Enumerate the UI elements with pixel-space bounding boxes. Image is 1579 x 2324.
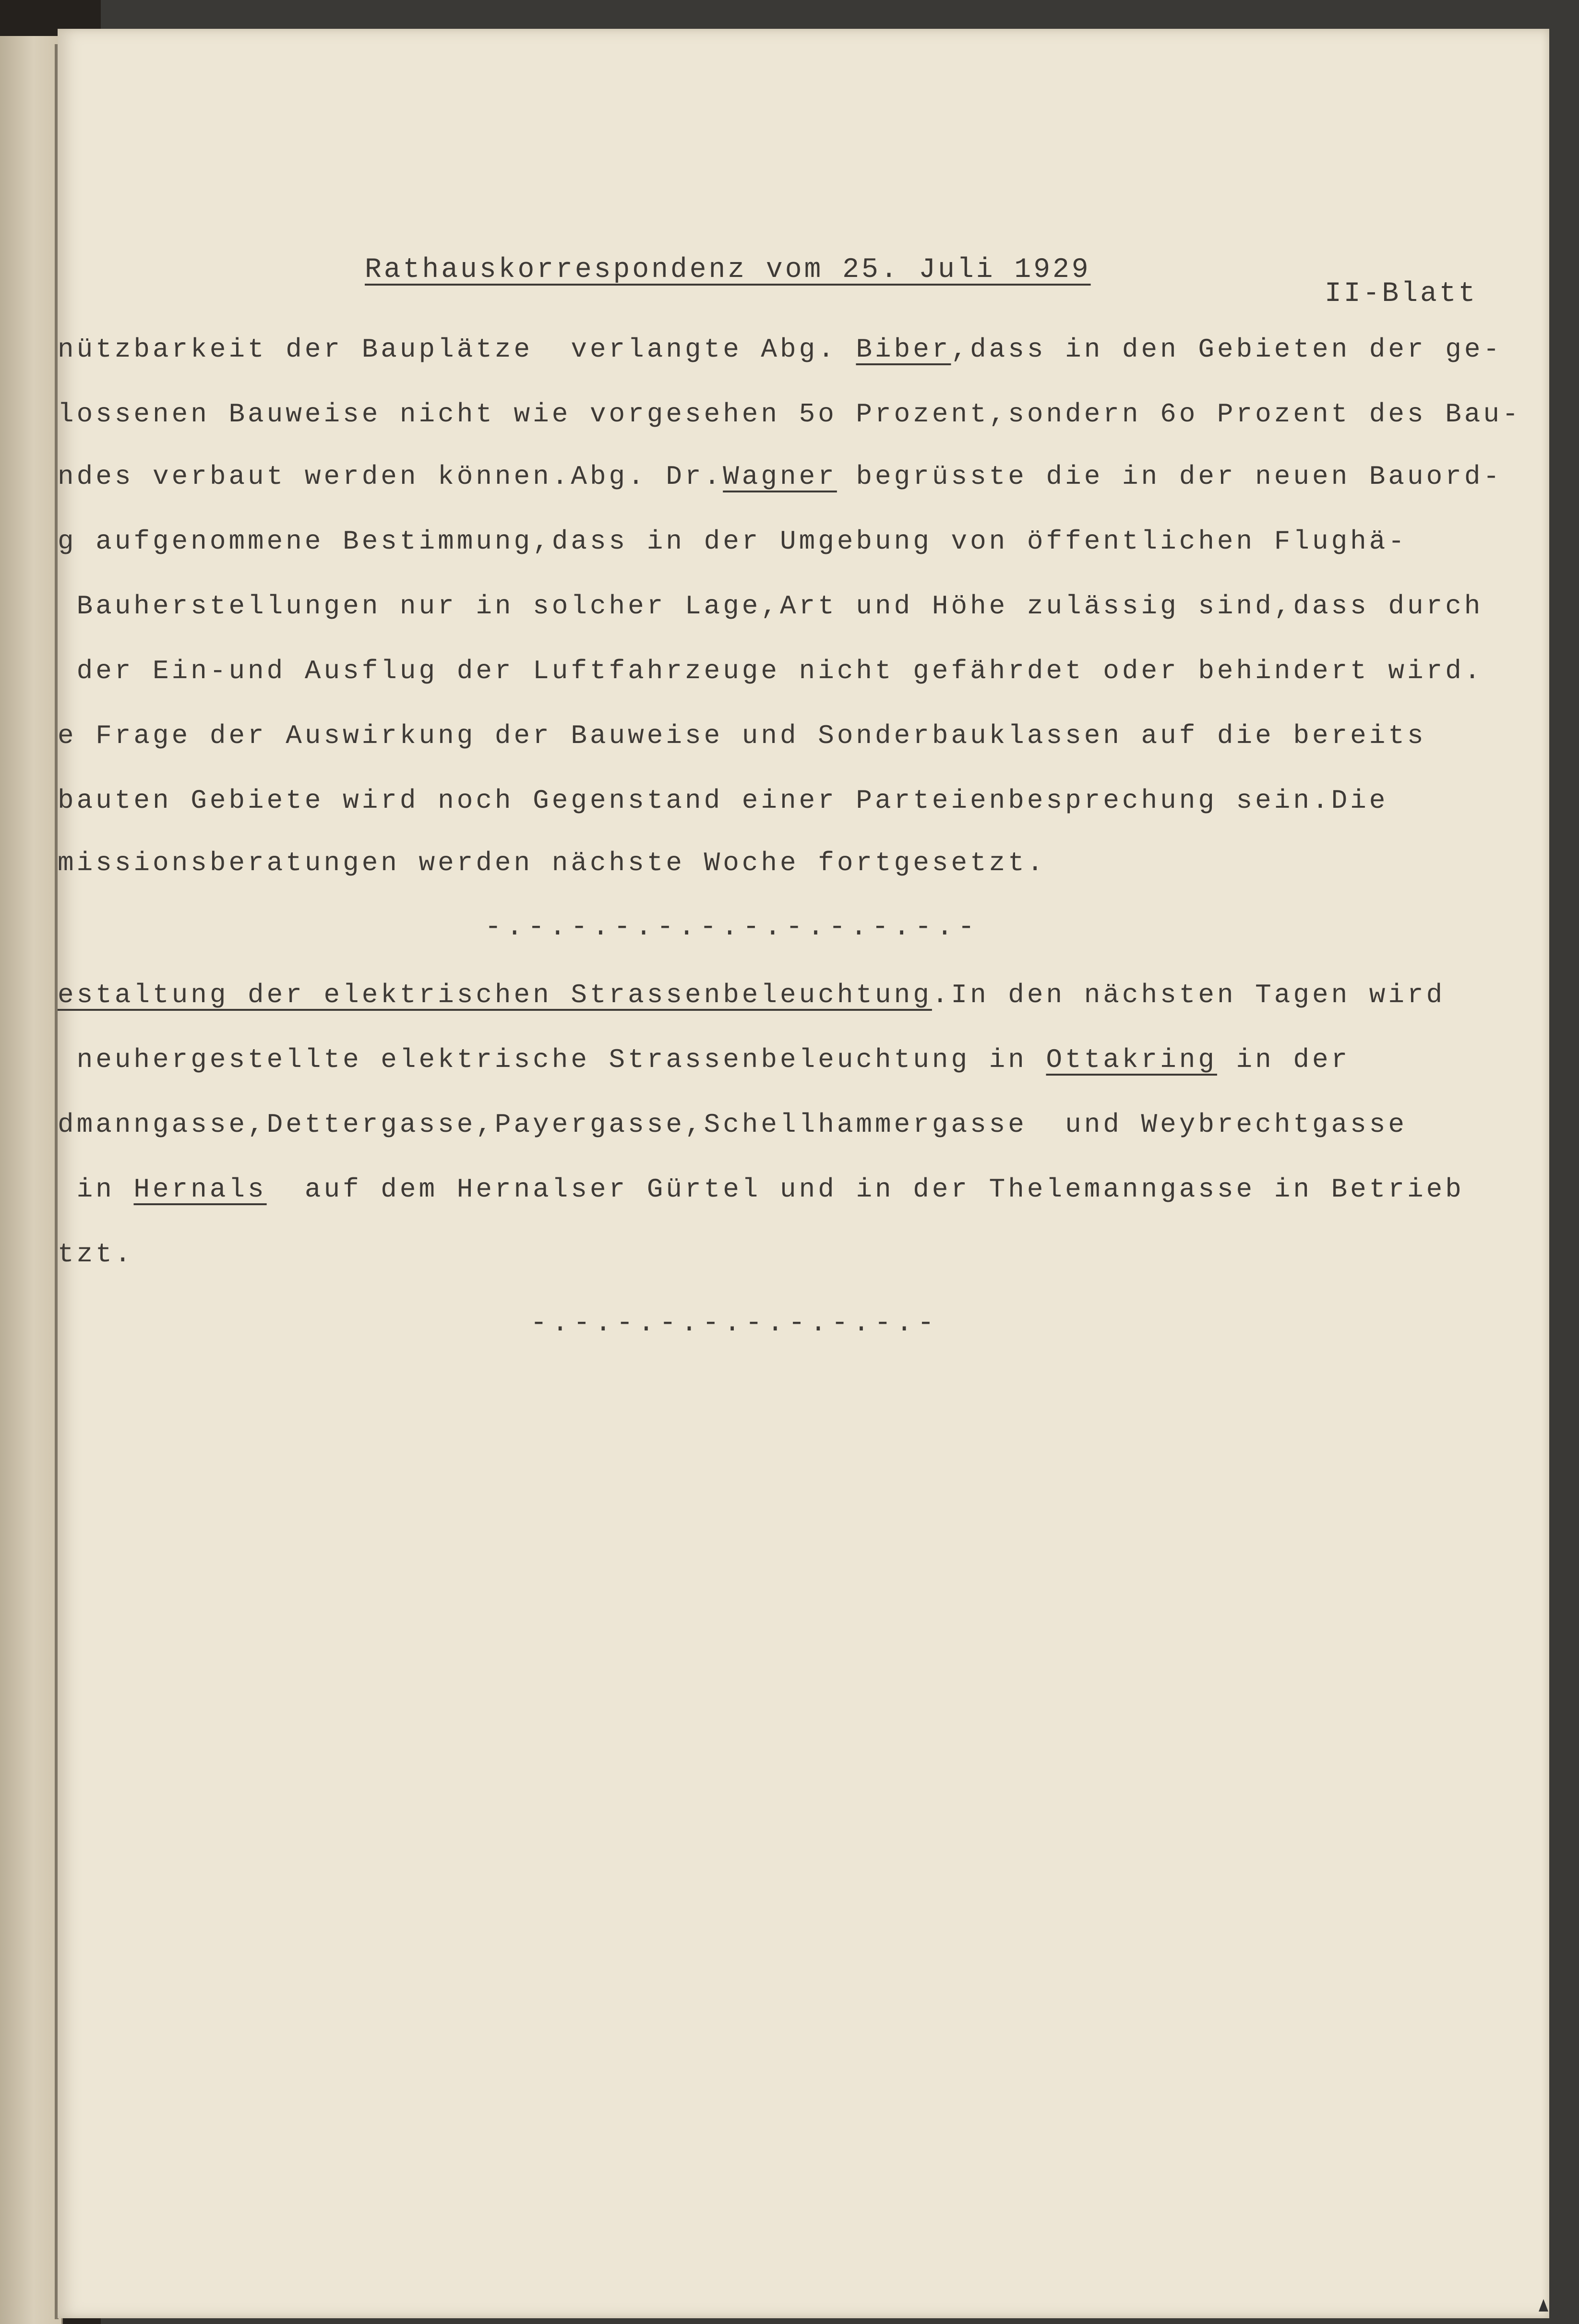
- text-line: bauten Gebiete wird noch Gegenstand einer Parteienbesprechung sein.Die: [58, 785, 1388, 816]
- text-line: lossenen Bauweise nicht wie vorgesehen 5o Prozent,sondern 6o Prozent des Bau-: [58, 399, 1521, 430]
- text-line: in Hernals auf dem Hernalser Gürtel und in der Thelemanngasse in Betrieb: [58, 1174, 1464, 1205]
- header-title-text: Rathauskorrespondenz vom 25. Juli 1929: [365, 254, 1091, 286]
- text-line: e Frage der Auswirkung der Bauweise und Sonderbauklassen auf die bereits: [58, 720, 1426, 751]
- corner-mark: [1539, 2299, 1548, 2312]
- header-title: [365, 254, 1091, 286]
- section-separator: -.-.-.-.-.-.-.-.-.-: [530, 1308, 939, 1339]
- text-line: dmanngasse,Dettergasse,Payergasse,Schellhammergasse und Weybrechtgasse: [58, 1109, 1407, 1140]
- page-label: II-Blatt: [1325, 278, 1478, 310]
- document-page: [58, 29, 1549, 2318]
- facing-page-edge: [0, 36, 63, 2324]
- text-line: der Ein-und Ausflug der Luftfahrzeuge nicht gefährdet oder behindert wird.: [58, 656, 1483, 686]
- text-line: missionsberatungen werden nächste Woche fortgesetzt.: [58, 848, 1046, 878]
- text-line: tzt.: [58, 1239, 134, 1270]
- text-line: estaltung der elektrischen Strassenbeleuchtung.In den nächsten Tagen wird: [58, 980, 1446, 1010]
- text-line: ndes verbaut werden können.Abg. Dr.Wagner begrüsste die in der neuen Bauord-: [58, 461, 1503, 492]
- text-line: neuhergestellte elektrische Strassenbeleuchtung in Ottakring in der: [58, 1044, 1351, 1075]
- section-separator: -.-.-.-.-.-.-.-.-.-.-.-: [485, 912, 980, 943]
- text-line: g aufgenommene Bestimmung,dass in der Umgebung von öffentlichen Flughä-: [58, 526, 1407, 557]
- text-line: nützbarkeit der Bauplätze verlangte Abg. Biber,dass in den Gebieten der ge-: [58, 334, 1503, 365]
- text-line: Bauherstellungen nur in solcher Lage,Art und Höhe zulässig sind,dass durch: [58, 591, 1483, 622]
